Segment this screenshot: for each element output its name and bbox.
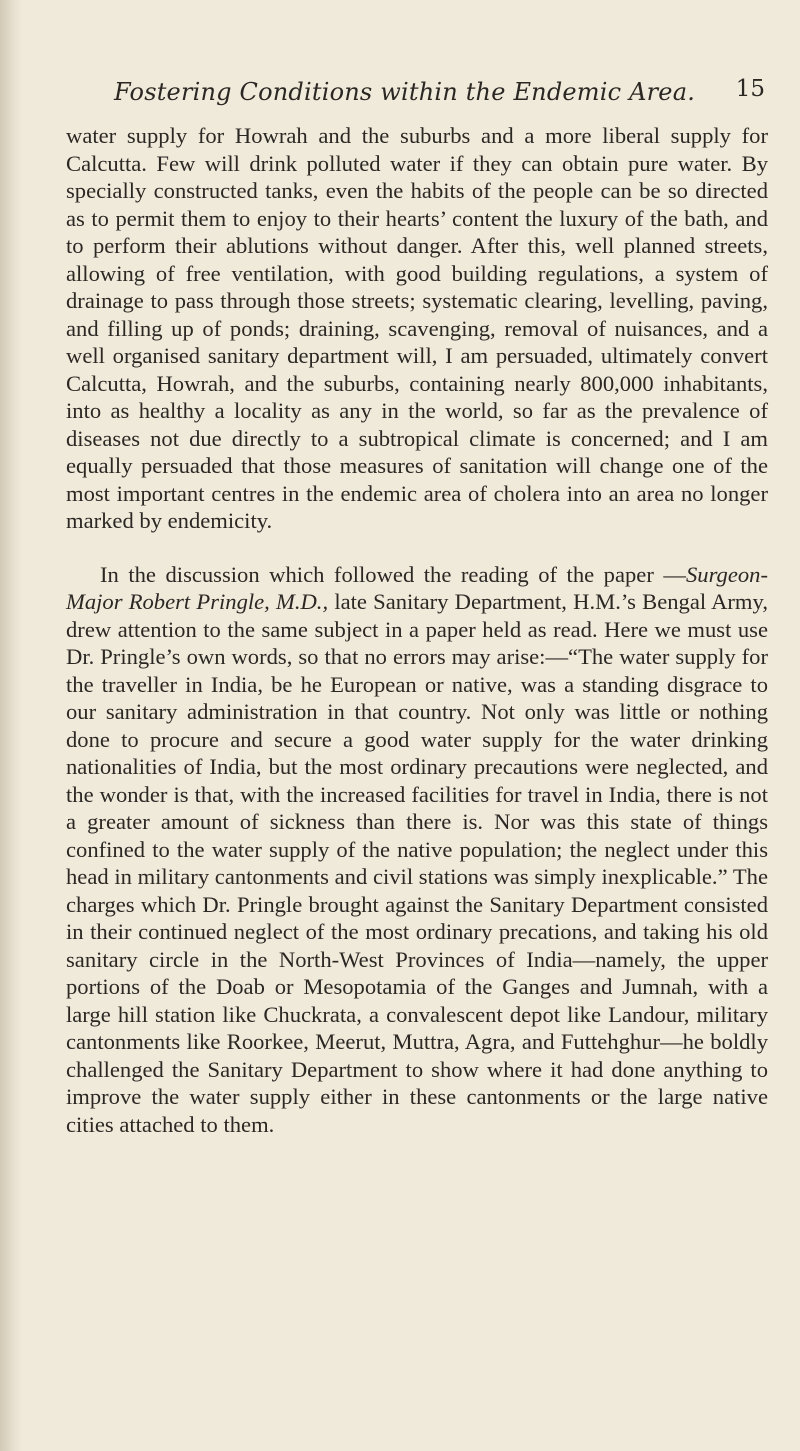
speaker-name: Surgeon-Major Robert Pringle, M.D., [66, 561, 768, 614]
book-gutter [0, 0, 22, 1451]
page-header [110, 78, 765, 118]
paragraph-2 [66, 561, 768, 1139]
body-text [66, 122, 768, 1138]
page-number: 15 [735, 76, 765, 102]
running-title: Fostering Conditions within the Endemic Area. [114, 78, 696, 106]
paragraph-2-lead: In the discussion which followed the reading of the paper — [100, 561, 686, 587]
paragraph-2-body: late Sanitary Department, H.M.’s Bengal Army, drew attention to the same subject in a paper held as read. Here we must use Dr. Pringle’s own words, so that no errors may arise:—“The water supply for the traveller in India, be he European or native, was a standing disgrace to our sanitary administration in that country. Not only was little or nothing done to procure and secure a good water supply for the water drinking nationalities of India, but the most ordinary precautions were neglected, and the wonder is that, with the increased facilities for travel in India, there is not a greater amount of sickness than there is. Nor was this state of things confined to the water supply of the native population; the neglect under this head in military cantonments and civil stations was simply inexplicable.” The charges which Dr. Pringle brought against the Sanitary Department consisted in their continued neglect of the most ordinary precations, and taking his old sanitary circle in the North-West Provinces of India—namely, the upper portions of the Doab or Mesopotamia of the Ganges and Jumnah, with a large hill station like Chuckrata, a convalescent depot like Landour, military cantonments like Roorkee, Meerut, Muttra, Agra, and Futtehghur—he boldly challenged the Sanitary Department to show where it had done anything to improve the water supply either in these cantonments or the large native cities attached to them. [66, 589, 768, 1137]
paragraph-1: water supply for Howrah and the suburbs and a more liberal supply for Calcutta. Few will drink polluted water if they can obtain pure water. By specially constructed tanks, even the habits of the people can be so directed as to permit them to enjoy to their hearts’ content the luxury of the bath, and to perform their ablutions without danger. After this, well planned streets, allowing of free ventilation, with good building regulations, a system of drainage to pass through those streets; systematic clearing, levelling, paving, and filling up of ponds; draining, scavenging, removal of nuisances, and a well organised sanitary department will, I am persuaded, ultimately convert Calcutta, Howrah, and the suburbs, containing nearly 800,000 inhabitants, into as healthy a locality as any in the world, so far as the prevalence of diseases not due directly to a subtropical climate is concerned; and I am equally persuaded that those measures of sanitation will change one of the most important centres in the endemic area of cholera into an area no longer marked by endemicity. [66, 123, 768, 533]
